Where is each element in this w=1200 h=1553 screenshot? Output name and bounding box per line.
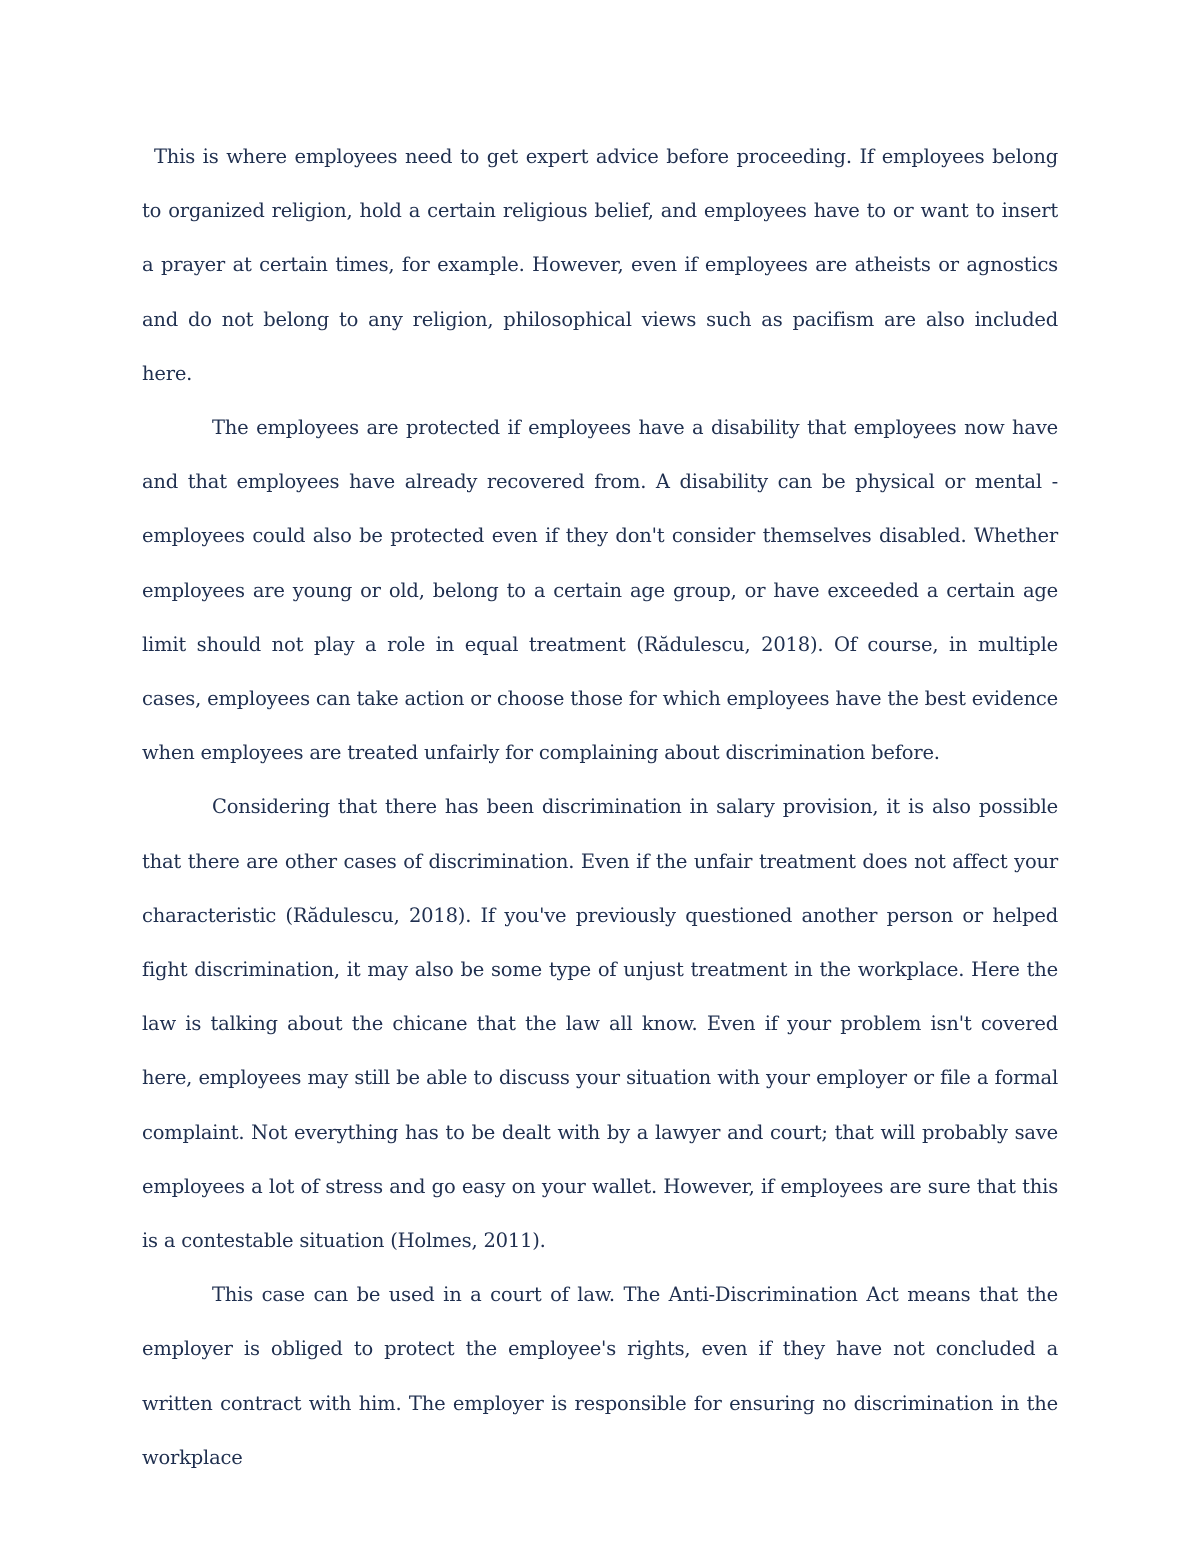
paragraph-disability-age: The employees are protected if employees have a disability that employees now have and that employees have already recovered from. A disability can be physical or mental - employees could also be protected even if they don't consider themselves disabled. Whether employees are young or old, belong to a certain age group, or have exceeded a certain age limit should not play a role in equal treatment (Rădulescu, 2018). Of course, in multiple cases, employees can take action or choose those for which employees have the best evidence when employees are treated unfairly for complaining about discrimination before. [142,416,1058,765]
document-body [142,130,1058,1485]
paragraph-salary-discrimination: Considering that there has been discrimination in salary provision, it is also possible that there are other cases of discrimination. Even if the unfair treatment does not affect your characteristic (Rădulescu, 2018). If you've previously questioned another person or helped fight discrimination, it may also be some type of unjust treatment in the workplace. Here the law is talking about the chicane that the law all know. Even if your problem isn't covered here, employees may still be able to discuss your situation with your employer or file a formal complaint. Not everything has to be dealt with by a lawyer and court; that will probably save employees a lot of stress and go easy on your wallet. However, if employees are sure that this is a contestable situation (Holmes, 2011). [142,795,1058,1253]
paragraph-religion: This is where employees need to get expert advice before proceeding. If employees belong to organized religion, hold a certain religious belief, and employees have to or want to insert a prayer at certain times, for example. However, even if employees are atheists or agnostics and do not belong to any religion, philosophical views such as pacifism are also included here. [142,145,1058,385]
paragraph-court-of-law: This case can be used in a court of law. The Anti-Discrimination Act means that the employer is obliged to protect the employee's rights, even if they have not concluded a written contract with him. The employer is responsible for ensuring no discrimination in the workplace [142,1283,1058,1469]
